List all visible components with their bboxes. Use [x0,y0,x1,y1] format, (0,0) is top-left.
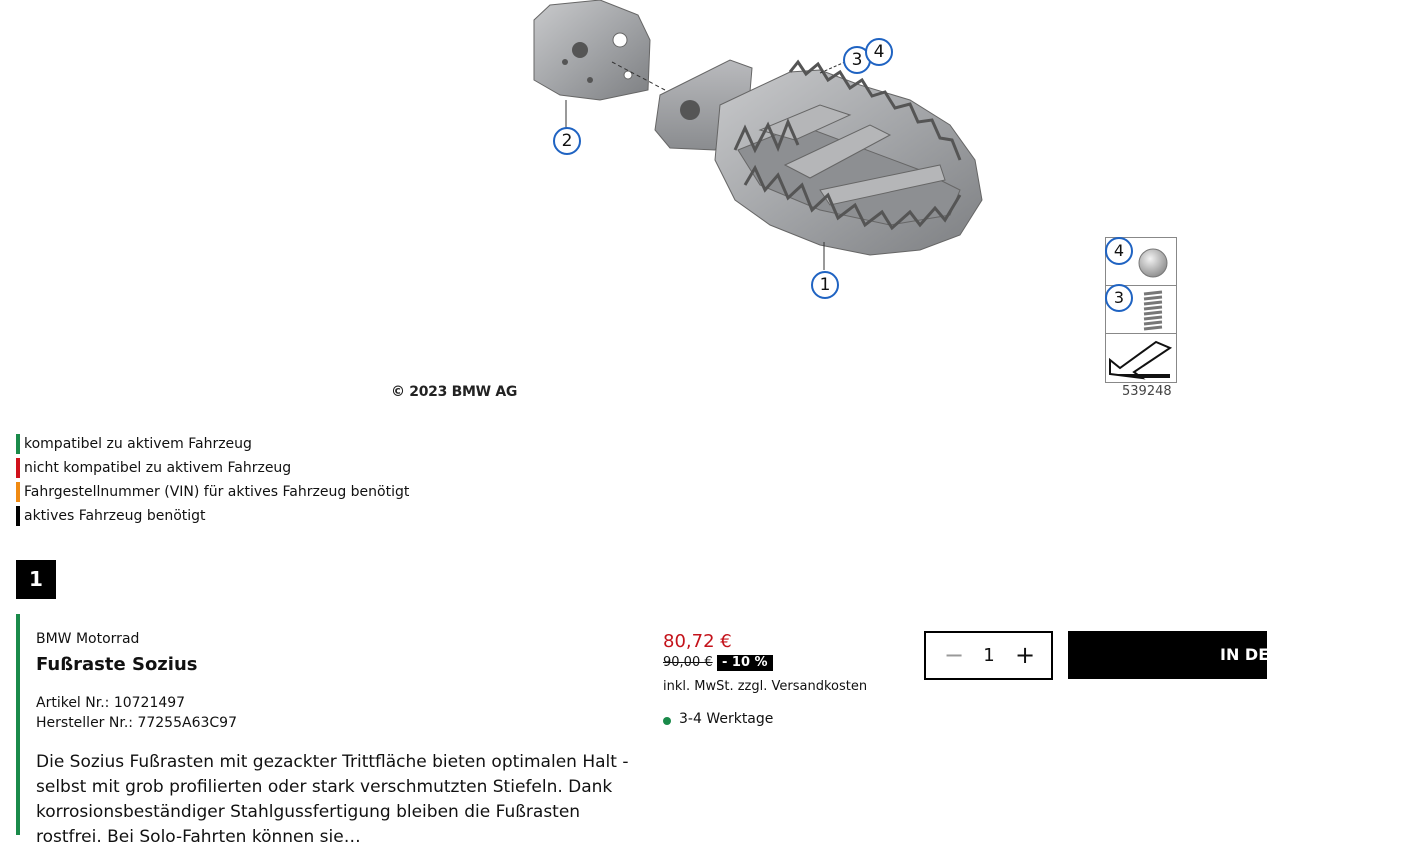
quantity-decrease-button[interactable]: − [943,641,965,669]
discount-badge: - 10 % [717,655,773,671]
legend-bar-black [16,506,20,526]
parts-diagram [520,0,1020,310]
legend-label: aktives Fahrzeug benötigt [24,508,206,524]
quantity-stepper [924,631,1053,680]
legend-vehicle-required [16,506,206,526]
diagram-id: 539248 [1122,384,1172,399]
delivery-status-dot [663,717,671,725]
legend-bar-orange [16,482,20,502]
legend-bar-red [16,458,20,478]
footpeg-part [655,60,982,255]
current-price: 80,72 € [663,631,732,652]
product-description: Die Sozius Fußrasten mit gezackter Trittfläche bieten optimalen Halt - selbst mit grob profilierten oder stark verschmutzten Stiefeln. Dank korrosionsbeständiger Stahlgussfertigung bleiben die Fußrasten rostfrei. Bei Solo-Fahrten können sie… [36,752,629,847]
callout-2[interactable]: 2 [553,127,581,155]
legend-label: Fahrgestellnummer (VIN) für aktives Fahrzeug benötigt [24,484,410,500]
callout-4[interactable]: 4 [865,38,893,66]
legend-bar-green [16,434,20,454]
legend-compatible [16,434,252,454]
bracket-part [534,0,650,100]
footpeg-illustration [520,0,1020,310]
article-number: Artikel Nr.: 10721497 [36,695,186,711]
add-to-cart-button[interactable] [1068,631,1404,679]
compatibility-bar [16,614,20,835]
legend-label: kompatibel zu aktivem Fahrzeug [24,436,252,452]
legend-not-compatible [16,458,291,478]
old-price: 90,00 € [663,655,713,670]
quantity-value[interactable]: 1 [983,645,995,666]
add-to-cart-label: IN DEN WARENKORB [1220,645,1404,664]
legend-vin-required [16,482,409,502]
delivery-time: 3-4 Werktage [679,711,774,727]
quantity-increase-button[interactable]: + [1014,641,1036,669]
product-title[interactable]: Fußraste Sozius [36,654,198,675]
legend-label: nicht kompatibel zu aktivem Fahrzeug [24,460,292,476]
inset-number-3[interactable]: 3 [1105,284,1133,312]
manufacturer-number: Hersteller Nr.: 77255A63C97 [36,715,237,731]
inset-cell-arrow [1106,334,1176,382]
callout-3[interactable]: 3 [843,46,871,74]
direction-arrow-icon [1106,334,1176,382]
inset-number-4[interactable]: 4 [1105,237,1133,265]
diagram-copyright: © 2023 BMW AG [391,384,518,400]
position-badge: 1 [16,560,56,599]
vat-note: inkl. MwSt. zzgl. Versandkosten [663,679,868,694]
product-brand: BMW Motorrad [36,631,140,647]
callout-1[interactable]: 1 [811,271,839,299]
